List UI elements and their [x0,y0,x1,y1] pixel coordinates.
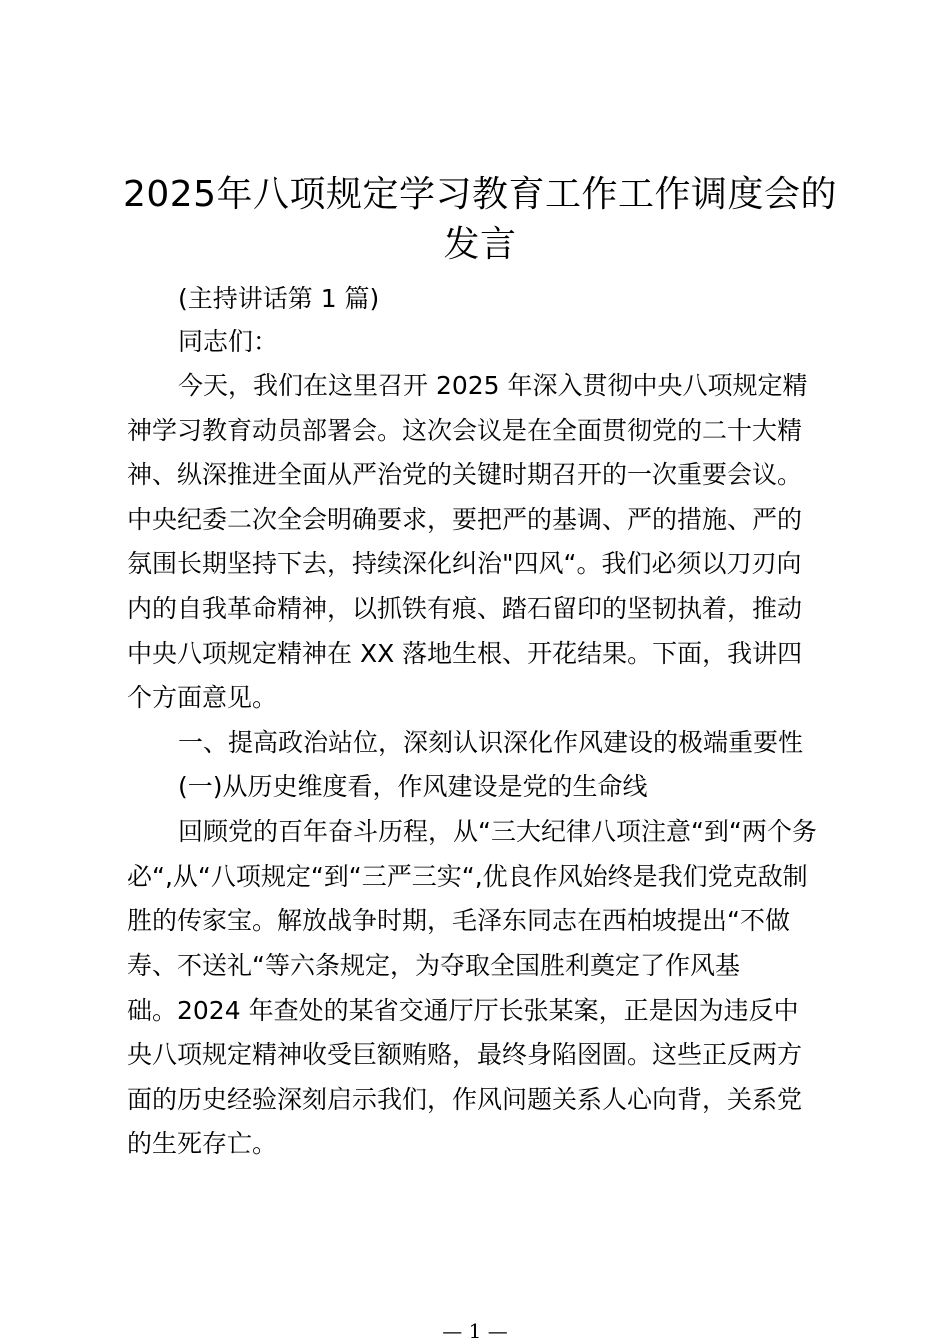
document-title-line-2: 发言 [443,224,517,265]
document-title-line-1: 2025年八项规定学习教育工作工作调度会的 [122,174,838,215]
paragraph-line: 的生死存亡。 [127,1129,278,1158]
paragraph-line: 回顾党的百年奋斗历程，从“三大纪律八项注意“到“两个务 [178,817,817,846]
paragraph-line: 面的历史经验深刻启示我们，作风问题关系人心向背，关系党 [127,1085,803,1114]
salutation: 同志们： [178,327,279,356]
paragraph-line: 胜的传家宝。解放战争时期，毛泽东同志在西柏坡提出“不做 [127,906,790,935]
section-heading: 一、提高政治站位，深刻认识深化作风建设的极端重要性 [178,728,804,757]
page-number: — 1 — [442,1319,508,1343]
paragraph-line: 今天，我们在这里召开 2025 年深入贯彻中央八项规定精 [178,371,808,400]
paragraph-line: 神学习教育动员部署会。这次会议是在全面贯彻党的二十大精 [127,416,803,445]
paragraph-line: 中央纪委二次全会明确要求，要把严的基调、严的措施、严的 [127,505,803,534]
subsection-heading: (一)从历史维度看，作风建设是党的生命线 [178,772,648,801]
paragraph-line: 内的自我革命精神，以抓铁有痕、踏石留印的坚韧执着，推动 [127,594,803,623]
paragraph-line: 础。2024 年查处的某省交通厅厅长张某案，正是因为违反中 [127,996,799,1025]
paragraph-line: 寿、不送礼“等六条规定，为夺取全国胜利奠定了作风基 [127,951,740,980]
paragraph-line: 神、纵深推进全面从严治党的关键时期召开的一次重要会议。 [127,460,803,489]
paragraph-line: 中央八项规定精神在 XX 落地生根、开花结果。下面，我讲四 [127,639,803,668]
paragraph-line: 个方面意见。 [127,683,278,712]
paragraph-line: 氛围长期坚持下去，持续深化纠治"四风“。我们必须以刀刃向 [127,549,802,578]
paragraph-line: 必“,从“八项规定“到“三严三实“,优良作风始终是我们党克敌制 [127,862,808,891]
document-subtitle: (主持讲话第 1 篇) [178,284,380,313]
paragraph-line: 央八项规定精神收受巨额贿赂，最终身陷囹圄。这些正反两方 [127,1040,803,1069]
